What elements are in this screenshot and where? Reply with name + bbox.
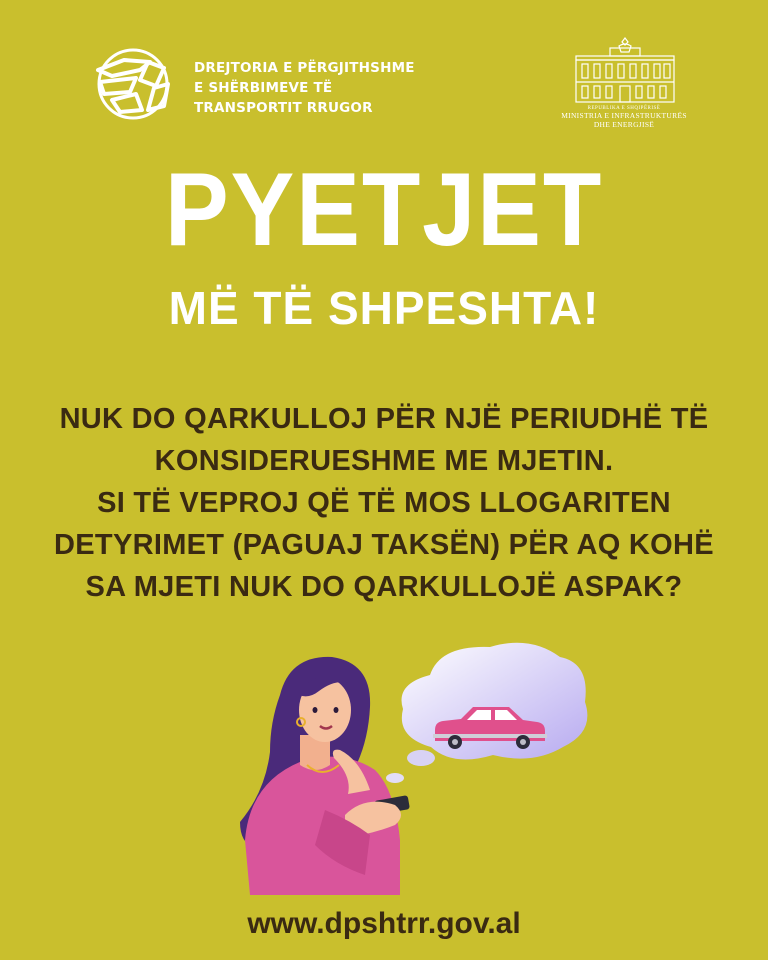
org-name-line-3: TRANSPORTIT RRUGOR xyxy=(194,100,373,116)
ministry-name-line-2: DHE ENERGJISË xyxy=(593,120,655,129)
website-url: www.dpshtrr.gov.al xyxy=(247,907,521,940)
woman-figure xyxy=(240,657,410,895)
ministry-country: REPUBLIKA E SHQIPËRISË xyxy=(587,106,661,111)
question-line-3: SI TË VEPROJ QË TË MOS LLOGARITEN xyxy=(97,487,671,519)
question-line-1: NUK DO QARKULLOJ PËR NJË PERIUDHË TË xyxy=(59,403,709,435)
dpshtrr-logo-icon xyxy=(90,48,176,120)
question-line-5: SA MJETI NUK DO QARKULLOJË ASPAK? xyxy=(85,571,683,603)
ministry-name xyxy=(560,106,688,129)
woman-thinking-car-illustration xyxy=(225,640,595,895)
question-text xyxy=(20,398,748,608)
page-title: PYETJET xyxy=(164,152,604,268)
org-name-line-1: DREJTORIA E PËRGJITHSHME xyxy=(194,60,415,76)
organization-name xyxy=(194,58,415,118)
page-subtitle: MË TË SHPESHTA! xyxy=(168,282,600,334)
question-line-4: DETYRIMET (PAGUAJ TAKSËN) PËR AQ KOHË xyxy=(54,529,714,561)
org-name-line-2: E SHËRBIMEVE TË xyxy=(194,80,333,96)
ministry-name-line-1: MINISTRIA E INFRASTRUKTURËS xyxy=(561,111,687,120)
question-line-2: KONSIDERUESHME ME MJETIN. xyxy=(154,445,614,477)
